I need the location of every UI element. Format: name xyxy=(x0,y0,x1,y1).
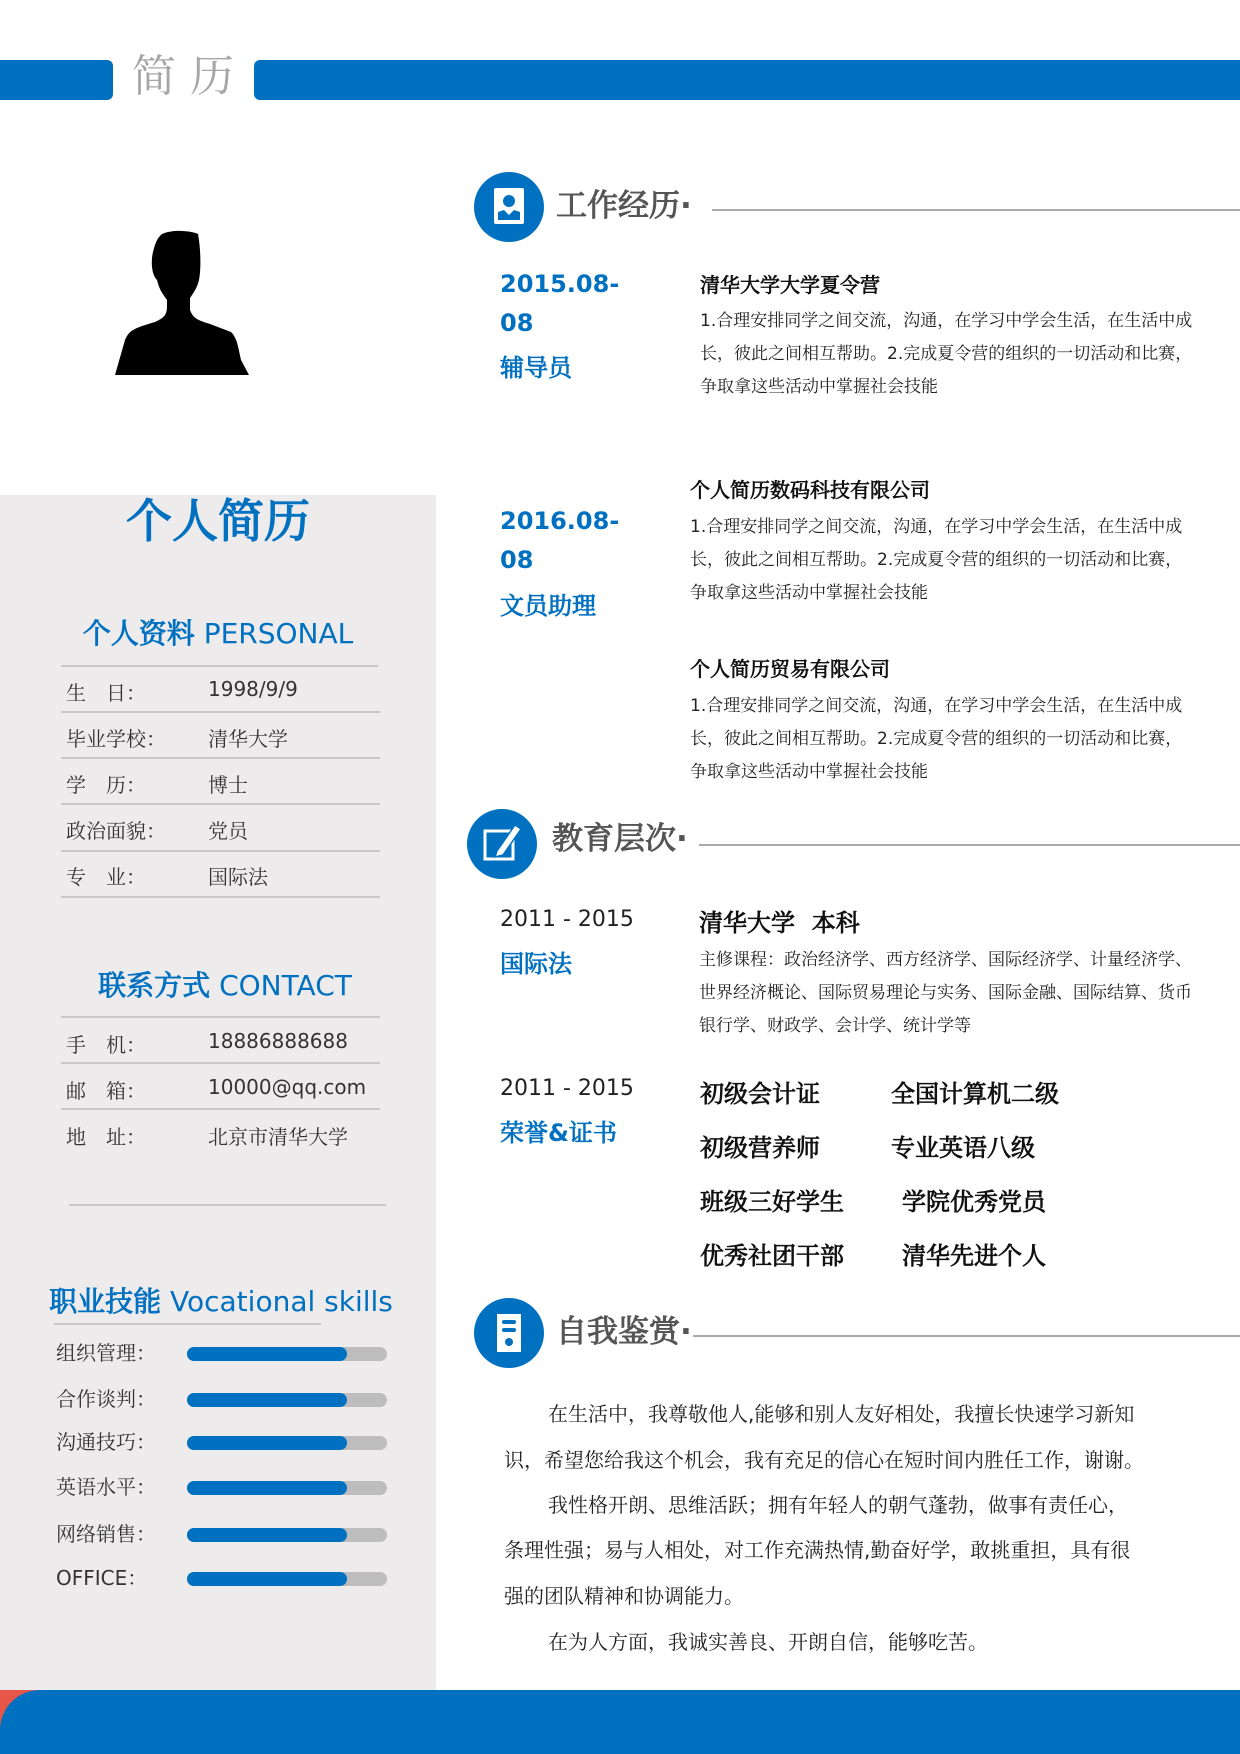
divider xyxy=(61,850,380,852)
skill-bar-fill xyxy=(187,1528,347,1542)
skill-bar-fill xyxy=(187,1393,347,1407)
footer-bar xyxy=(0,1690,1240,1754)
section-divider xyxy=(693,1335,1240,1337)
honor-item: 优秀社团干部 xyxy=(700,1242,844,1270)
personal-title-en: PERSONAL xyxy=(203,617,354,650)
self-text-line: 强的团队精神和协调能力。 xyxy=(504,1584,744,1608)
self-text-line: 识，希望您给我这个机会，我有充足的信心在短时间内胜任工作，谢谢。 xyxy=(504,1448,1144,1472)
honor-item: 初级会计证 xyxy=(700,1080,820,1108)
skill-bar xyxy=(187,1481,387,1495)
honor-item: 班级三好学生 xyxy=(700,1188,844,1216)
divider xyxy=(61,1062,380,1064)
skill-label: 组织管理： xyxy=(56,1341,156,1365)
work-company: 清华大学大学夏令营 xyxy=(700,273,880,297)
work-desc: 1.合理安排同学之间交流，沟通，在学习中学会生活，在生活中成长，彼此之间相互帮助。2.完成夏令营的组织的一切活动和比赛，争取拿这些活动中掌握社会技能 xyxy=(690,517,1183,603)
skill-label: OFFICE： xyxy=(56,1566,148,1590)
self-text-line: 在为人方面，我诚实善良、开朗自信，能够吃苦。 xyxy=(548,1630,988,1654)
skill-label: 网络销售： xyxy=(56,1522,156,1546)
divider xyxy=(61,757,380,759)
header-bar-right xyxy=(254,60,1240,100)
personal-title-cn: 个人资料 xyxy=(82,617,195,650)
personal-label: 政治面貌： xyxy=(66,819,166,843)
skill-label: 英语水平： xyxy=(56,1475,156,1499)
divider xyxy=(54,1323,321,1325)
honor-item: 初级营养师 xyxy=(700,1134,820,1162)
education-section-title: 教育层次· xyxy=(552,821,688,857)
personal-label: 专 业： xyxy=(66,865,146,889)
divider xyxy=(61,896,380,898)
personal-value: 清华大学 xyxy=(208,727,288,751)
work-role: 辅导员 xyxy=(500,354,572,382)
skill-bar-fill xyxy=(187,1572,347,1586)
skill-bar xyxy=(187,1528,387,1542)
honors-period: 2011 - 2015 xyxy=(500,1076,634,1101)
id-card-icon xyxy=(474,172,544,242)
personal-value: 国际法 xyxy=(208,865,268,889)
contact-title xyxy=(0,964,450,1004)
honor-item: 专业英语八级 xyxy=(891,1134,1035,1162)
section-divider xyxy=(712,209,1240,211)
contact-label: 地 址： xyxy=(66,1125,146,1149)
work-desc: 1.合理安排同学之间交流，沟通，在学习中学会生活，在生活中成长，彼此之间相互帮助。2.完成夏令营的组织的一切活动和比赛，争取拿这些活动中掌握社会技能 xyxy=(690,696,1183,782)
personal-label: 毕业学校： xyxy=(66,727,166,751)
self-text-line: 在生活中，我尊敬他人,能够和别人友好相处，我擅长快速学习新知 xyxy=(548,1402,1135,1426)
honor-item: 清华先进个人 xyxy=(902,1242,1046,1270)
skill-bar xyxy=(187,1393,387,1407)
section-divider xyxy=(699,844,1240,846)
self-text-line: 我性格开朗、思维活跃；拥有年轻人的朝气蓬勃，做事有责任心， xyxy=(548,1493,1128,1517)
skill-label: 沟通技巧： xyxy=(56,1430,156,1454)
divider xyxy=(61,803,380,805)
personal-label: 生 日： xyxy=(66,681,146,705)
education-section-icon xyxy=(467,809,537,879)
honors-label: 荣誉&证书 xyxy=(500,1119,617,1147)
skill-bar xyxy=(187,1347,387,1361)
personal-label: 学 历： xyxy=(66,773,146,797)
document-icon xyxy=(474,1298,544,1368)
skill-bar xyxy=(187,1572,387,1586)
skill-bar-fill xyxy=(187,1347,347,1361)
edit-pencil-icon xyxy=(467,809,537,879)
honor-item: 全国计算机二级 xyxy=(891,1080,1059,1108)
education-major: 国际法 xyxy=(500,950,572,978)
work-section-icon xyxy=(474,172,544,242)
work-role: 文员助理 xyxy=(500,592,596,620)
contact-phone: 18886888688 xyxy=(208,1029,348,1053)
honor-item: 学院优秀党员 xyxy=(902,1188,1046,1216)
divider xyxy=(61,1016,380,1018)
divider xyxy=(61,711,380,713)
self-text-line: 条理性强；易与人相处，对工作充满热情,勤奋好学，敢挑重担，具有很 xyxy=(504,1538,1131,1562)
education-school: 清华大学 本科 xyxy=(699,909,860,937)
work-company: 个人简历数码科技有限公司 xyxy=(690,478,930,502)
avatar-silhouette-icon xyxy=(115,230,250,376)
personal-value: 党员 xyxy=(208,819,248,843)
education-courses: 主修课程：政治经济学、西方经济学、国际经济学、计量经济学、世界经济概论、国际贸易理论与实务、国际金融、国际结算、货币银行学、财政学、会计学、统计学等 xyxy=(699,950,1192,1036)
profile-name-title: 个人简历 xyxy=(126,494,310,548)
skills-title-en: Vocational skills xyxy=(170,1285,393,1318)
self-section-icon xyxy=(474,1298,544,1368)
contact-label: 手 机： xyxy=(66,1033,146,1057)
contact-title-cn: 联系方式 xyxy=(98,969,211,1002)
header-title: 简 历 xyxy=(132,51,234,102)
work-company: 个人简历贸易有限公司 xyxy=(690,657,890,681)
contact-title-en: CONTACT xyxy=(219,969,352,1002)
work-desc: 1.合理安排同学之间交流，沟通，在学习中学会生活，在生活中成长，彼此之间相互帮助。2.完成夏令营的组织的一切活动和比赛，争取拿这些活动中掌握社会技能 xyxy=(700,311,1193,397)
personal-value: 博士 xyxy=(208,773,248,797)
contact-address: 北京市清华大学 xyxy=(208,1125,348,1149)
personal-value: 1998/9/9 xyxy=(208,677,298,701)
skills-title-cn: 职业技能 xyxy=(49,1285,162,1318)
skills-title xyxy=(0,1280,442,1320)
self-section-title: 自我鉴赏· xyxy=(556,1314,692,1350)
work-section-title: 工作经历· xyxy=(556,188,692,224)
skill-label: 合作谈判： xyxy=(56,1387,156,1411)
contact-label: 邮 箱： xyxy=(66,1079,146,1103)
personal-title xyxy=(0,612,436,652)
contact-email: 10000@qq.com xyxy=(208,1075,367,1099)
header-bar-left xyxy=(0,60,113,100)
skill-bar-fill xyxy=(187,1481,347,1495)
education-period: 2011 - 2015 xyxy=(500,907,634,932)
skill-bar xyxy=(187,1436,387,1450)
divider xyxy=(61,665,378,667)
work-date: 2016.08- xyxy=(500,507,620,535)
divider xyxy=(69,1204,386,1206)
skill-bar-fill xyxy=(187,1436,347,1450)
work-date: 08 xyxy=(500,546,534,574)
work-date: 2015.08- xyxy=(500,270,620,298)
divider xyxy=(61,1108,380,1110)
work-date: 08 xyxy=(500,309,534,337)
